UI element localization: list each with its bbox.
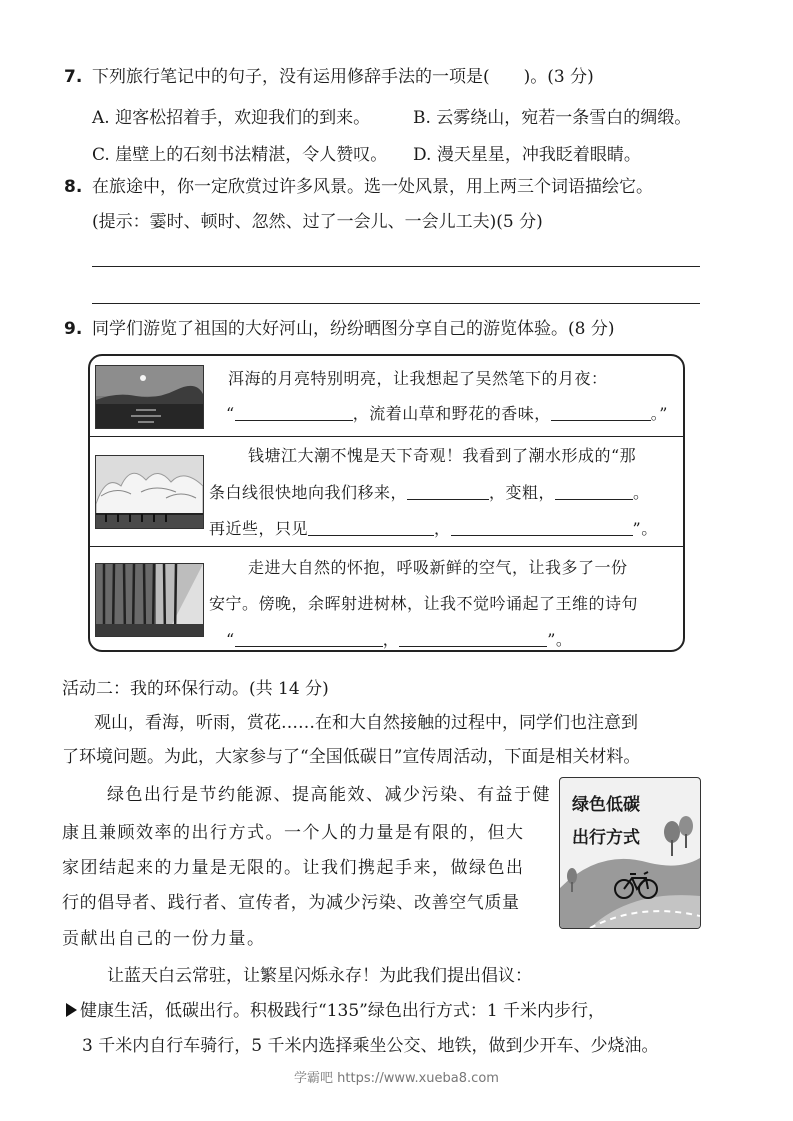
q7-option-b: B. 云雾绕山，宛若一条雪白的绸缎。 [413, 108, 692, 128]
q8-answer-line-2[interactable] [92, 303, 700, 304]
q7-option-a: A. 迎客松招着手，欢迎我们的到来。 [92, 108, 371, 128]
q9-row2-text-f: ”。 [632, 519, 658, 538]
activity-para2-line3: 家团结起来的力量是无限的。让我们携起手来，做绿色出 [62, 858, 525, 878]
activity-bullet-text-1: 健康生活，低碳出行。积极践行“135”绿色出行方式：1 千米内步行， [80, 1001, 606, 1021]
triangle-bullet-icon [66, 1003, 77, 1017]
q9-row1-close-quote: 。” [650, 404, 668, 423]
q9-row1-blank-1[interactable] [235, 405, 353, 421]
q9-row2-blank-3[interactable] [308, 520, 434, 536]
q9-row3-open-quote: “ [226, 630, 235, 649]
q9-row3-blank-2[interactable] [399, 631, 547, 647]
q9-photo-table [88, 354, 685, 652]
forest-sunlight-photo [95, 563, 204, 637]
hill-bicycle-illustration [560, 778, 700, 928]
q9-row1-blank-2[interactable] [551, 405, 651, 421]
page-footer-watermark: 学霸吧 https://www.xueba8.com [294, 1071, 499, 1086]
q7-number: 7. [64, 67, 83, 87]
q8-stem [64, 176, 653, 198]
q7-option-c: C. 崖壁上的石刻书法精湛，令人赞叹。 [92, 145, 388, 165]
q9-stem-text: 同学们游览了祖国的大好河山，纷纷晒图分享自己的游览体验。(8 分) [92, 319, 615, 339]
q9-row2-text-e: ， [434, 519, 451, 538]
q9-row3-line2: 安宁。傍晚，余晖射进树林，让我不觉吟诵起了王维的诗句 [209, 594, 639, 613]
erhai-moon-photo [95, 365, 204, 429]
q9-row2-text-c: 。 [633, 483, 650, 502]
q9-row3-mid-text: ， [382, 630, 400, 649]
q9-row1-line2 [226, 401, 668, 424]
q9-row2-text-d: 再近些，只见 [209, 519, 309, 538]
activity-bullet-line2: 3 千米内自行车骑行，5 千米内选择乘坐公交、地铁，做到少开车、少烧油。 [82, 1036, 659, 1056]
q9-row3-line3 [226, 627, 572, 650]
activity-para1-line1: 观山，看海，听雨，赏花……在和大自然接触的过程中，同学们也注意到 [94, 713, 638, 733]
qiantang-tide-photo [95, 455, 204, 529]
poster-title-line2: 出行方式 [572, 828, 640, 848]
q9-row2-text-b: ，变粗， [489, 483, 556, 502]
activity-para2-line5: 贡献出自己的一份力量。 [62, 929, 266, 949]
q9-row1-open-quote: “ [226, 404, 235, 423]
q8-number: 8. [64, 177, 83, 197]
q9-stem [64, 318, 614, 340]
q9-row2-text-a: 条白线很快地向我们移来， [209, 483, 408, 502]
q9-row-divider-1 [90, 436, 683, 437]
q8-stem-text: 在旅途中，你一定欣赏过许多风景。选一处风景，用上两三个词语描绘它。 [92, 177, 653, 197]
q9-row2-blank-1[interactable] [407, 484, 489, 500]
activity-para2-line2: 康且兼顾效率的出行方式。一个人的力量是有限的，但大 [62, 823, 525, 843]
q9-row3-line1: 走进大自然的怀抱，呼吸新鲜的空气，让我多了一份 [248, 558, 628, 577]
q9-row2-line2 [209, 480, 650, 503]
q8-hint: (提示：霎时、顿时、忽然、过了一会儿、一会儿工夫)(5 分) [92, 212, 543, 232]
activity-para2-line1: 绿色出行是节约能源、提高能效、减少污染、有益于健 [107, 785, 551, 805]
q7-option-d: D. 漫天星星，冲我眨着眼睛。 [413, 145, 641, 165]
q9-row-divider-2 [90, 546, 683, 547]
activity-title: 活动二：我的环保行动。(共 14 分) [62, 679, 329, 699]
activity-para1-line2: 了环境问题。为此，大家参与了“全国低碳日”宣传周活动，下面是相关材料。 [62, 747, 641, 767]
q7-stem [64, 66, 594, 88]
q9-row2-line1: 钱塘江大潮不愧是天下奇观！我看到了潮水形成的“那 [248, 446, 637, 465]
poster-title-line1: 绿色低碳 [572, 795, 640, 815]
q9-row2-blank-4[interactable] [451, 520, 633, 536]
q9-row2-line3 [209, 516, 658, 539]
q9-row1-line1: 洱海的月亮特别明亮，让我想起了吴然笔下的月夜： [228, 369, 608, 388]
q9-row2-blank-2[interactable] [555, 484, 633, 500]
activity-bullet-line1 [66, 996, 605, 1021]
green-travel-poster [559, 777, 701, 929]
q9-row3-close-quote: ”。 [547, 630, 573, 649]
activity-para2-line4: 行的倡导者、践行者、宣传者，为减少污染、改善空气质量 [62, 893, 520, 913]
q9-row1-mid-text: ，流着山草和野花的香味， [352, 404, 551, 423]
q9-row3-blank-1[interactable] [235, 631, 383, 647]
q9-number: 9. [64, 319, 83, 339]
activity-para3: 让蓝天白云常驻，让繁星闪烁永存！为此我们提出倡议： [107, 966, 532, 986]
q7-stem-text: 下列旅行笔记中的句子，没有运用修辞手法的一项是( )。(3 分) [92, 67, 594, 87]
q8-answer-line-1[interactable] [92, 266, 700, 267]
